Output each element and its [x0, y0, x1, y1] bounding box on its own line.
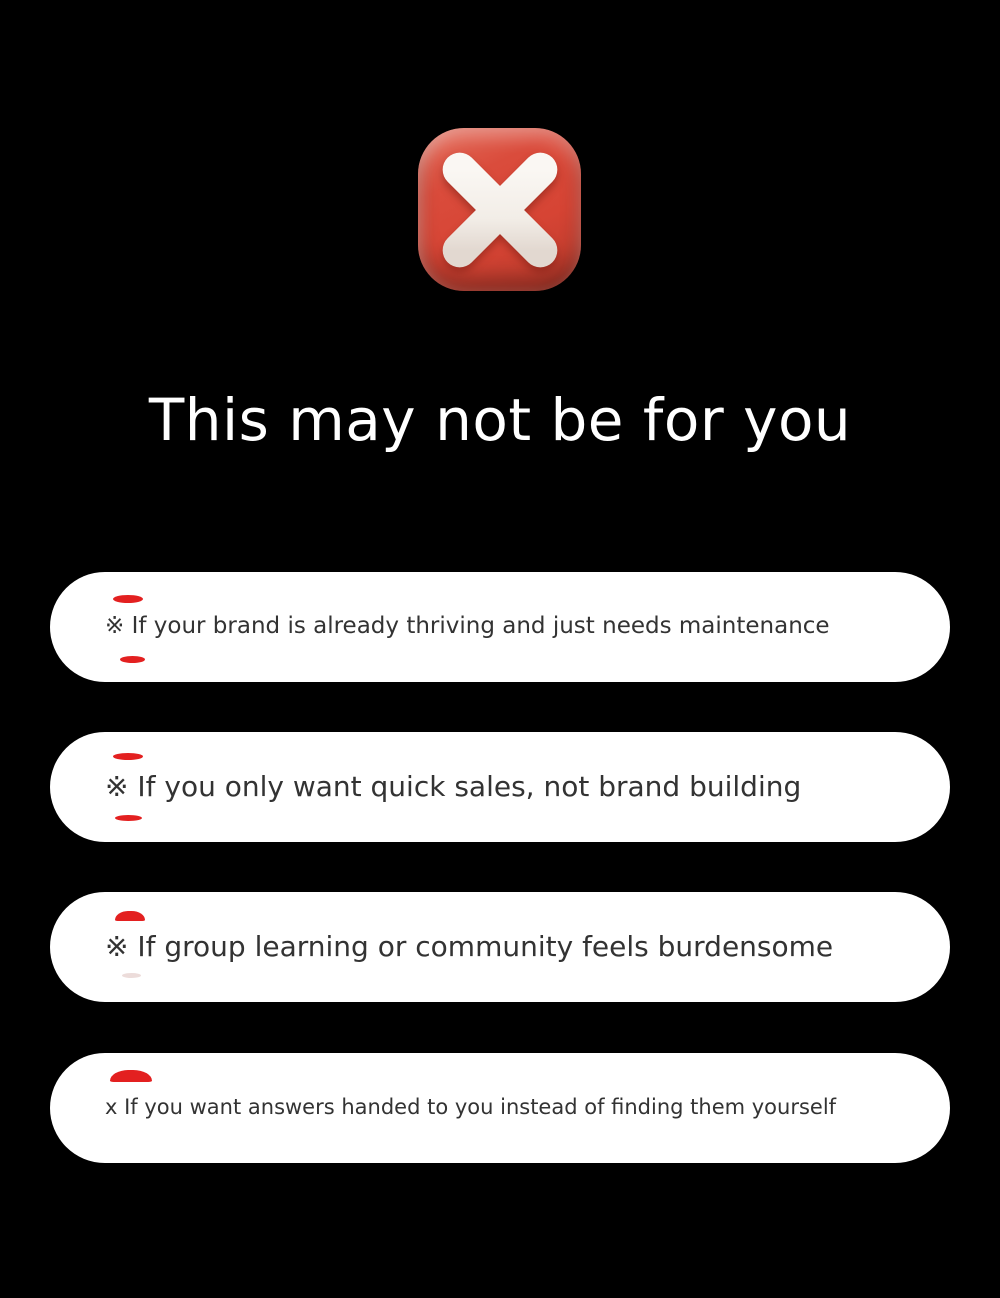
- red-x-icon: [418, 128, 581, 291]
- reason-text: ※ If group learning or community feels burdensome: [105, 930, 834, 964]
- red-mark-icon: [115, 815, 142, 821]
- reason-card: [50, 892, 950, 1002]
- x-cross-glyph: [437, 147, 563, 273]
- red-mark-icon: [113, 753, 143, 760]
- red-mark-icon: [113, 595, 143, 603]
- red-mark-icon: [115, 911, 145, 921]
- red-mark-icon: [120, 656, 145, 663]
- reason-text: ※ If you only want quick sales, not brand building: [105, 770, 802, 804]
- reason-card: [50, 572, 950, 682]
- faint-mark-icon: [122, 973, 141, 978]
- reason-card: [50, 1053, 950, 1163]
- page-title: This may not be for you: [148, 386, 852, 454]
- reason-text: ※ If your brand is already thriving and just needs maintenance: [105, 613, 830, 640]
- reason-card: [50, 732, 950, 842]
- reason-text: x If you want answers handed to you instead of finding them yourself: [105, 1095, 837, 1120]
- red-mark-icon: [110, 1070, 152, 1082]
